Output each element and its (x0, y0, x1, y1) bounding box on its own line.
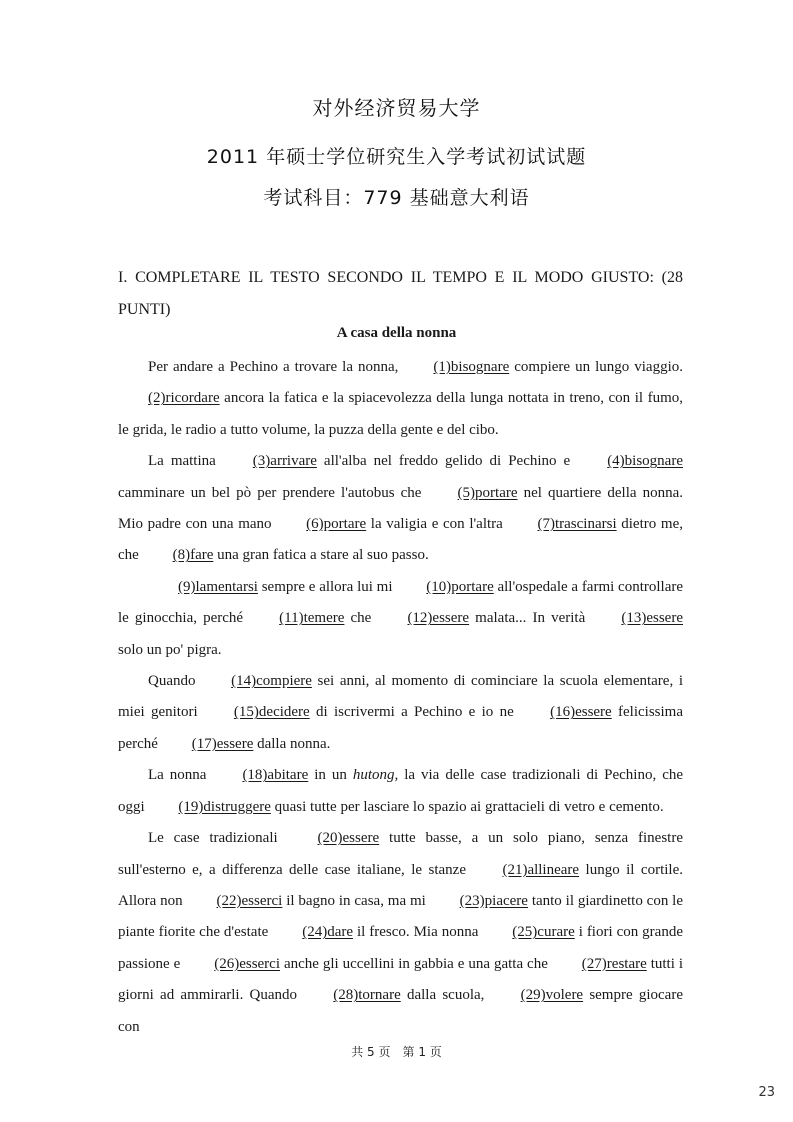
blank-4: (4)bisognare (607, 453, 683, 470)
blank-14: (14)compiere (231, 673, 312, 690)
blank-2: (2)ricordare (148, 390, 220, 407)
text-run: Per andare a Pechino a trovare la nonna, (148, 359, 404, 375)
text-run: nel quartiere della nonna. Mio padre con una mano (118, 484, 684, 533)
text-run: Le case tradizionali (148, 830, 288, 847)
paragraph-5 (118, 760, 683, 823)
blank-3: (3)arrivare (252, 453, 317, 470)
paragraph-6 (118, 823, 683, 1043)
text-run: tanto il giardinetto con le piante fiorite che d'estate (118, 892, 684, 941)
text-run: i fiori con grande passione e (118, 924, 683, 972)
blank-6: (6)portare (306, 516, 367, 533)
exam-title: 2011 年硕士学位研究生入学考试初试试题 (206, 146, 587, 168)
paragraph-4 (118, 666, 683, 760)
blank-17: (17)essere (191, 735, 254, 752)
text-run: sempre e allora lui mi (257, 578, 397, 595)
text-run: la via delle case tradizionali di Pechino, che oggi (118, 767, 684, 815)
text-run: solo un po' pigra. (118, 641, 222, 658)
blank-22: (22)esserci (216, 892, 283, 909)
exercise-text (118, 352, 683, 1043)
italic-term: hutong, (352, 767, 399, 784)
text-run: La nonna (148, 767, 213, 784)
page-footer: 共 5 页 第 1 页 (351, 1045, 442, 1059)
blank-23: (23)piacere (459, 892, 528, 909)
text-run: una gran fatica a stare al suo passo. (213, 547, 429, 564)
text-run: anche gli uccellini in gabbia e una gatta che (280, 955, 552, 972)
page-number: 23 (758, 1085, 775, 1100)
text-run: La mattina (148, 453, 223, 470)
text-run: tutti i giorni ad ammirarli. Quando (118, 955, 683, 1004)
text-run: compiere un lungo viaggio. (509, 359, 683, 375)
text-run: dietro me, che (118, 516, 683, 564)
text-run: in un (308, 767, 353, 784)
text-run: felicissima perché (118, 704, 683, 752)
blank-16: (16)essere (550, 704, 612, 721)
text-run: quasi tutte per lasciare lo spazio ai grattacieli di vetro e cemento. (270, 798, 664, 815)
blank-21: (21)allineare (502, 861, 580, 878)
blank-28: (28)tornare (333, 987, 401, 1004)
text-run: malata... In verità (469, 610, 592, 627)
text-run: che (344, 610, 378, 627)
text-run: all'ospedale a farmi controllare le ginocchia, perché (118, 578, 684, 627)
paragraph-1 (118, 352, 683, 446)
paragraph-2 (118, 446, 683, 572)
text-run: ancora la fatica e la spiacevolezza della lunga nottata in treno, con il fumo, le grida, le radio a tutto volume, la puzza della gente e del cibo. (118, 390, 683, 438)
text-title: A casa della nonna (336, 325, 457, 341)
blank-20: (20)essere (317, 830, 380, 847)
text-run: il fresco. Mia nonna (353, 924, 483, 941)
blank-15: (15)decidere (233, 704, 310, 721)
blank-10: (10)portare (426, 578, 494, 595)
university-name: 对外经济贸易大学 (312, 96, 481, 120)
blank-12: (12)essere (407, 610, 470, 627)
blank-18: (18)abitare (242, 767, 309, 784)
text-run: all'alba nel freddo gelido di Pechino e (316, 453, 578, 470)
blank-13: (13)essere (621, 610, 683, 627)
blank-19: (19)distruggere (178, 798, 271, 815)
blank-1: (1)bisognare (433, 359, 510, 375)
blank-25: (25)curare (512, 924, 575, 941)
blank-24: (24)dare (302, 924, 354, 941)
text-run: camminare un bel pò per prendere l'autobus che (118, 484, 428, 501)
section-heading: I. COMPLETARE IL TESTO SECONDO IL TEMPO E IL MODO GIUSTO: (28 PUNTI) (118, 269, 683, 318)
blank-26: (26)esserci (214, 955, 281, 972)
paragraph-3 (118, 572, 683, 666)
text-run: tutte basse, a un solo piano, senza finestre sull'esterno e, a differenza delle case italiane, le stanze (118, 830, 683, 878)
exam-subject: 考试科目：779 基础意大利语 (263, 187, 530, 209)
text-run: Quando (148, 673, 202, 690)
text-run: sempre giocare con (118, 987, 683, 1035)
blank-8: (8)fare (172, 547, 214, 564)
blank-11: (11)temere (279, 610, 345, 627)
text-run: il bagno in casa, ma mi (282, 892, 430, 909)
text-run: dalla scuola, (400, 987, 491, 1004)
blank-9: (9)lamentarsi (178, 578, 258, 595)
blank-29: (29)volere (520, 987, 584, 1004)
blank-5: (5)portare (457, 484, 518, 501)
text-run: la valigia e con l'altra (366, 516, 508, 533)
text-run: sei anni, al momento di cominciare la scuola elementare, i miei genitori (118, 673, 683, 721)
blank-27: (27)restare (581, 955, 647, 972)
text-run: lungo il cortile. Allora non (118, 861, 683, 909)
blank-7: (7)trascinarsi (537, 516, 617, 533)
text-run: di iscrivermi a Pechino e io ne (309, 704, 521, 721)
text-run: dalla nonna. (253, 735, 331, 752)
